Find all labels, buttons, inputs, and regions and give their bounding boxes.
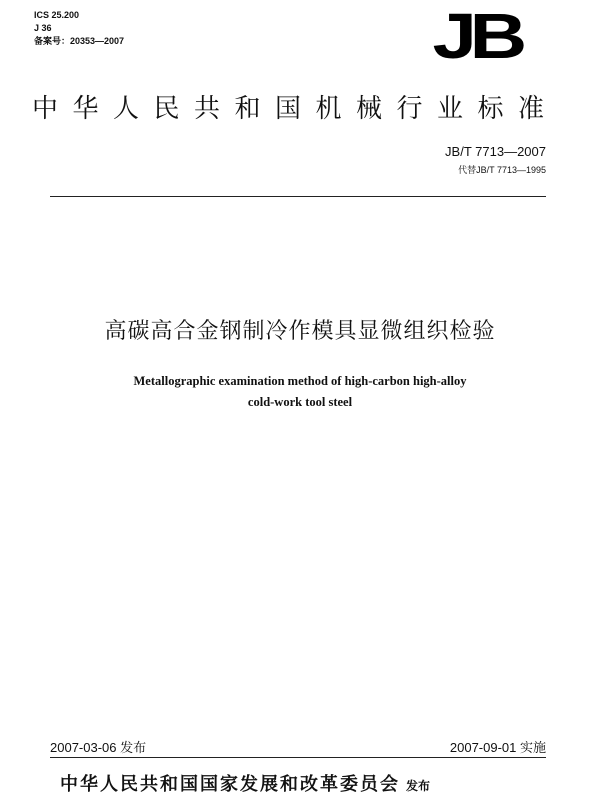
- replaced-standard: 代替JB/T 7713—1995: [458, 165, 546, 175]
- ics-code: ICS 25.200: [34, 10, 80, 20]
- ccs-code: J 36: [34, 23, 52, 33]
- standard-number: JB/T 7713—2007: [445, 144, 546, 159]
- document-title-en-line1: Metallographic examination method of high-carbon high-alloy: [133, 374, 467, 388]
- document-title-cn: 高碳高合金钢制冷作模具显微组织检验: [104, 319, 496, 344]
- jb-logo: JB: [432, 0, 520, 72]
- publisher-name: 中华人民共和国国家发展和改革委员会: [60, 774, 400, 795]
- top-divider: [50, 196, 546, 197]
- standard-title: 中华人民共和国机械行业标准: [32, 94, 552, 124]
- registration-number: 备案号：20353—2007: [34, 36, 125, 46]
- bottom-divider: [50, 757, 546, 758]
- publisher-suffix: 发布: [406, 779, 431, 793]
- issue-date: 2007-03-06 发布: [50, 740, 147, 755]
- document-title-en-line2: cold-work tool steel: [247, 395, 353, 409]
- publisher: [60, 770, 430, 796]
- implementation-date: 2007-09-01 实施: [449, 740, 546, 755]
